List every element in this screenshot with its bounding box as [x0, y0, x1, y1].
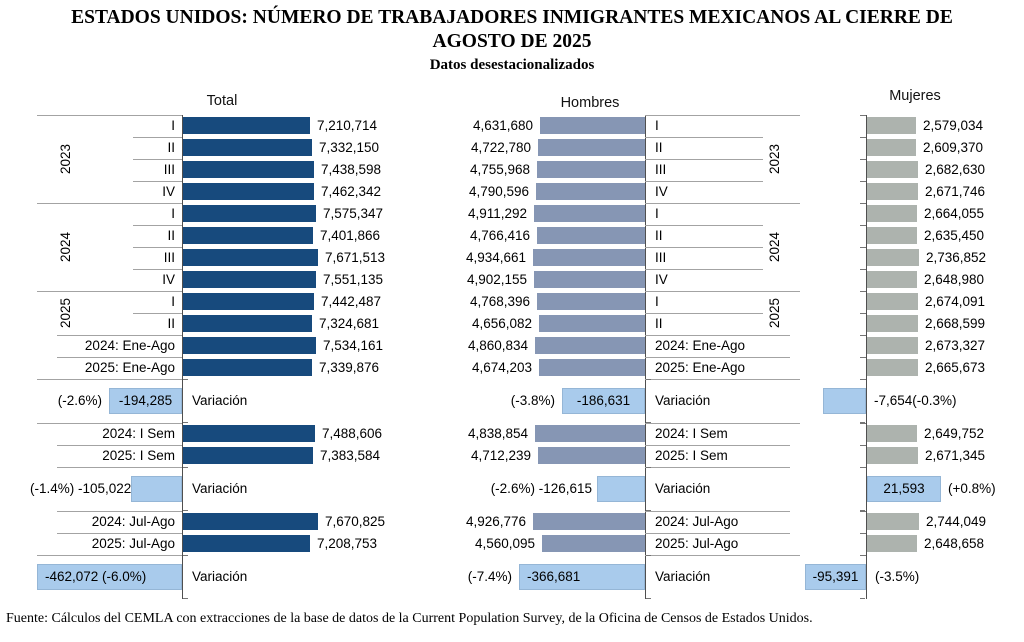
category-label: 2025: I Sem [655, 448, 728, 463]
category-label: II [655, 316, 663, 331]
bar [183, 249, 318, 266]
value-label: 4,560,095 [474, 536, 535, 551]
page-subtitle: Datos desestacionalizados [429, 57, 595, 73]
tick-mark [646, 555, 651, 556]
tick-mark [183, 467, 188, 468]
bar [539, 359, 645, 376]
bar [183, 425, 315, 442]
bar [183, 183, 314, 200]
bar [867, 337, 918, 354]
variation-pct: (-7.4%) [467, 569, 512, 584]
value-label: 2,674,091 [925, 294, 986, 309]
bar [183, 293, 314, 310]
bar [533, 249, 645, 266]
value-label: 7,462,342 [321, 184, 382, 199]
category-label: I [655, 294, 659, 309]
value-label: 4,902,155 [466, 272, 527, 287]
category-label: I [171, 294, 175, 309]
page-title-line-2: AGOSTO DE 2025 [432, 31, 592, 52]
tick-mark [860, 555, 865, 556]
category-label: 2024: Jul-Ago [655, 514, 739, 529]
separator-line [37, 555, 182, 556]
value-label: 7,383,584 [320, 448, 381, 463]
variation-value: -194,285 [118, 393, 173, 408]
tick-mark [183, 598, 188, 599]
variacion-label: Variación [655, 481, 711, 496]
variation-value: -186,631 [576, 393, 631, 408]
bar [183, 315, 312, 332]
value-label: 2,736,852 [926, 250, 987, 265]
value-label: 7,401,866 [320, 228, 381, 243]
value-label: 7,208,753 [317, 536, 378, 551]
tick-mark [860, 467, 865, 468]
tick-mark [860, 225, 866, 226]
variation-pct: (-3.8%) [510, 393, 555, 408]
category-label: I [171, 206, 175, 221]
category-label: 2024: Ene-Ago [655, 338, 746, 353]
tick-mark [860, 181, 866, 182]
bar [537, 293, 645, 310]
value-label: 7,332,150 [319, 140, 380, 155]
bar [867, 139, 916, 156]
category-label: IV [162, 272, 175, 287]
variacion-label: Variación [192, 393, 248, 408]
value-label: 2,744,049 [926, 514, 987, 529]
category-label: 2024: Ene-Ago [84, 338, 175, 353]
page-title [0, 6, 1024, 54]
separator-line [37, 379, 182, 380]
value-label: 7,324,681 [319, 316, 380, 331]
tick-mark [646, 467, 651, 468]
value-label: 7,442,487 [321, 294, 382, 309]
value-label: 7,575,347 [323, 206, 384, 221]
tick-mark [646, 379, 651, 380]
variation-value: -366,681 [527, 569, 581, 584]
bar [183, 139, 312, 156]
panel-title-mujeres: Mujeres [889, 88, 941, 104]
category-label: 2025: Jul-Ago [91, 536, 175, 551]
bar [538, 139, 645, 156]
category-label: II [167, 316, 175, 331]
year-label: 2024 [58, 231, 73, 263]
category-label: 2025: Jul-Ago [655, 536, 739, 551]
bar [183, 117, 310, 134]
value-label: 2,579,034 [923, 118, 984, 133]
value-label: 7,210,714 [317, 118, 378, 133]
bar [867, 117, 916, 134]
variation-bar [597, 476, 645, 502]
tick-mark [860, 357, 866, 358]
tick-mark [860, 115, 866, 116]
tick-mark [860, 137, 866, 138]
value-label: 4,712,239 [470, 448, 531, 463]
tick-mark [860, 247, 866, 248]
bar [537, 227, 645, 244]
bar [533, 513, 645, 530]
value-label: 4,722,780 [470, 140, 531, 155]
variation-text: (-1.4%) -105,022 [30, 481, 132, 496]
bar [540, 117, 645, 134]
value-label: 2,671,345 [925, 448, 986, 463]
panel-total [30, 115, 430, 599]
variation-value: 21,593 [883, 481, 925, 496]
category-label: 2025: Ene-Ago [84, 360, 175, 375]
tick-mark [646, 598, 651, 599]
value-label: 7,438,598 [321, 162, 382, 177]
category-label: II [167, 140, 175, 155]
panel-title-total: Total [206, 93, 238, 109]
bar [183, 447, 313, 464]
year-label: 2024 [767, 231, 782, 263]
category-label: III [163, 162, 175, 177]
category-label: II [167, 228, 175, 243]
value-label: 4,838,854 [467, 426, 528, 441]
bar [535, 425, 645, 442]
category-label: IV [655, 184, 668, 199]
value-label: 4,674,203 [471, 360, 532, 375]
bar [867, 513, 919, 530]
bar [183, 359, 312, 376]
bar [867, 249, 919, 266]
year-label: 2025 [767, 297, 782, 329]
tick-mark [860, 203, 866, 204]
variation-bar [823, 388, 866, 414]
variation-pct: (+0.8%) [948, 481, 996, 496]
tick-mark [860, 445, 866, 446]
bar [183, 205, 316, 222]
bar [867, 183, 918, 200]
bar [867, 359, 918, 376]
tick-mark [860, 533, 866, 534]
tick-mark [860, 313, 866, 314]
category-label: II [655, 228, 663, 243]
year-label: 2023 [58, 143, 73, 175]
bar [183, 161, 314, 178]
bar [537, 161, 645, 178]
value-label: 4,631,680 [472, 118, 533, 133]
panel-hombres [430, 115, 800, 599]
variation-text: -462,072 (-6.0%) [45, 569, 147, 584]
bar [867, 425, 917, 442]
value-label: 2,664,055 [924, 206, 985, 221]
value-label: 2,673,327 [925, 338, 986, 353]
variation-pct: (-2.6%) [57, 393, 102, 408]
value-label: 4,790,596 [468, 184, 529, 199]
value-label: 2,668,599 [925, 316, 986, 331]
value-label: 2,671,746 [925, 184, 986, 199]
bar [867, 535, 917, 552]
value-label: 2,635,450 [924, 228, 985, 243]
variacion-label: Variación [655, 393, 711, 408]
value-label: 7,488,606 [322, 426, 383, 441]
bar [867, 447, 918, 464]
value-label: 4,766,416 [469, 228, 530, 243]
variacion-label: Variación [192, 569, 248, 584]
category-label: 2024: I Sem [655, 426, 728, 441]
tick-mark [183, 510, 188, 511]
bar [867, 315, 918, 332]
category-label: IV [162, 184, 175, 199]
bar [542, 535, 645, 552]
category-label: II [655, 140, 663, 155]
bar [183, 337, 316, 354]
value-label: 7,671,513 [325, 250, 386, 265]
value-label: 4,926,776 [465, 514, 526, 529]
value-label: 4,934,661 [465, 250, 526, 265]
value-label: 2,609,370 [923, 140, 984, 155]
category-label: IV [655, 272, 668, 287]
panel-title-hombres: Hombres [560, 95, 620, 111]
value-label: 2,665,673 [925, 360, 986, 375]
category-label: 2024: Jul-Ago [91, 514, 175, 529]
category-label: III [655, 162, 667, 177]
bar [867, 161, 918, 178]
category-label: 2024: I Sem [102, 426, 175, 441]
variacion-label: Variación [192, 481, 248, 496]
value-label: 2,648,980 [924, 272, 985, 287]
category-label: 2025: Ene-Ago [655, 360, 746, 375]
value-label: 2,682,630 [925, 162, 986, 177]
bar [867, 271, 917, 288]
bar [183, 227, 313, 244]
page-title-line-1: ESTADOS UNIDOS: NÚMERO DE TRABAJADORES INMIGRANTES MEXICANOS AL CIERRE DE [71, 7, 953, 28]
value-label: 2,648,658 [924, 536, 985, 551]
bar [867, 227, 917, 244]
year-label: 2025 [58, 297, 73, 329]
bar [183, 535, 310, 552]
value-label: 4,860,834 [467, 338, 528, 353]
tick-mark [183, 379, 188, 380]
value-label: 4,656,082 [471, 316, 532, 331]
value-label: 7,339,876 [319, 360, 380, 375]
value-label: 7,534,161 [323, 338, 384, 353]
tick-mark [860, 511, 866, 512]
category-label: I [655, 118, 659, 133]
variation-bar [131, 476, 182, 502]
tick-mark [860, 379, 865, 380]
bar [183, 513, 318, 530]
variation-value: -95,391 [812, 569, 859, 584]
separator-line [57, 467, 182, 468]
value-label: 4,911,292 [467, 206, 527, 221]
value-label: 4,755,968 [469, 162, 530, 177]
tick-mark [860, 159, 866, 160]
value-label: 4,768,396 [469, 294, 530, 309]
bar [867, 205, 917, 222]
variation-text: -7,654(-0.3%) [874, 393, 957, 408]
value-label: 2,649,752 [924, 426, 985, 441]
bar [534, 271, 645, 288]
tick-mark [860, 291, 866, 292]
variation-pct: (-3.5%) [875, 569, 920, 584]
tick-mark [860, 598, 865, 599]
bar [183, 271, 316, 288]
panel-mujeres [790, 115, 1024, 599]
bar [538, 447, 645, 464]
variation-text: (-2.6%) -126,615 [490, 481, 592, 496]
tick-mark [860, 335, 866, 336]
category-label: III [655, 250, 667, 265]
source-note: Fuente: Cálculos del CEMLA con extracciones de la base de datos de la Current Population Survey, de la Oficina de Censos de Estados Unidos. [6, 611, 813, 626]
bar [867, 293, 918, 310]
category-label: 2025: I Sem [102, 448, 175, 463]
bar [535, 337, 645, 354]
bar [534, 205, 645, 222]
bar [539, 315, 645, 332]
tick-mark [183, 555, 188, 556]
tick-mark [860, 269, 866, 270]
value-label: 7,551,135 [323, 272, 384, 287]
tick-mark [183, 422, 188, 423]
category-label: III [163, 250, 175, 265]
year-label: 2023 [767, 143, 782, 175]
category-label: I [171, 118, 175, 133]
value-label: 7,670,825 [325, 514, 386, 529]
tick-mark [860, 423, 866, 424]
bar [536, 183, 645, 200]
category-label: I [655, 206, 659, 221]
variacion-label: Variación [655, 569, 711, 584]
